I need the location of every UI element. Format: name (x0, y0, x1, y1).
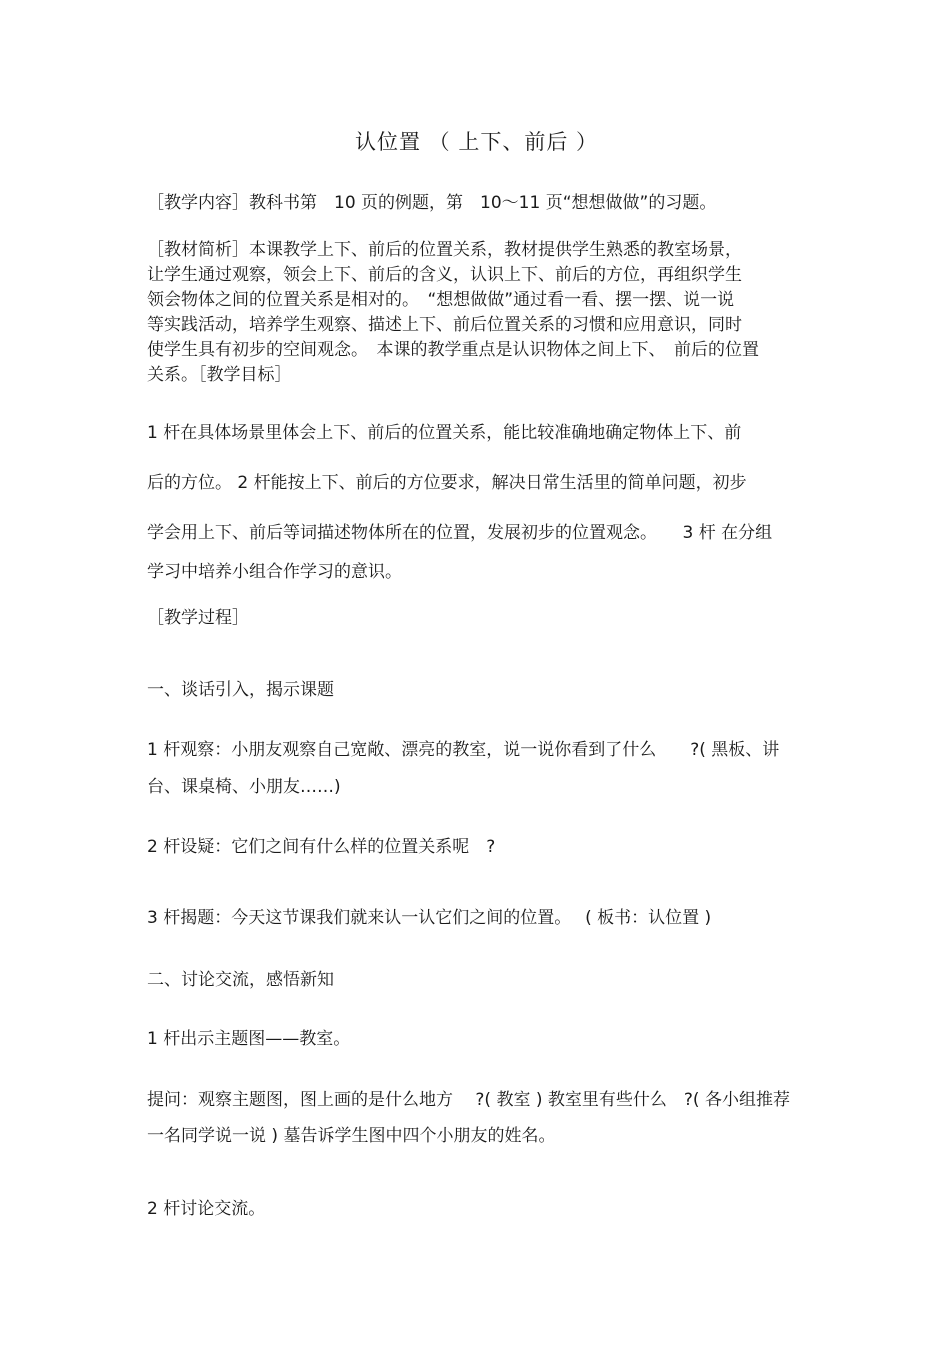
goal-line: 后的方位。 2 杆能按上下、前后的方位要求，解决日常生活里的简单问题，初步 (147, 473, 747, 493)
question-line: 一名同学说一说 ) 墓告诉学生图中四个小朋友的姓名。 (147, 1126, 556, 1146)
question-line: 提问：观察主题图，图上画的是什么地方 ?( 教室 ) 教室里有些什么 ?( 各小组推荐 (147, 1090, 790, 1110)
goal-line: 学习中培养小组合作学习的意识。 (147, 562, 402, 582)
teaching-content-line: ［教学内容］教科书第 10 页的例题，第 10～11 页“想想做做”的习题。 (147, 193, 717, 213)
goal-line: 学会用上下、前后等词描述物体所在的位置，发展初步的位置观念。 3 杆 在分组 (147, 523, 773, 543)
analysis-line: 使学生具有初步的空间观念。 本课的教学重点是认识物体之间上下、 前后的位置 (147, 340, 759, 360)
process-header: ［教学过程］ (147, 608, 249, 628)
goal-line: 1 杆在具体场景里体会上下、前后的位置关系，能比较准确地确定物体上下、前 (147, 423, 742, 443)
list-item: 2 杆讨论交流。 (147, 1199, 266, 1219)
list-item: 台、课桌椅、小朋友……) (147, 777, 341, 797)
list-item: 2 杆设疑：它们之间有什么样的位置关系呢 ? (147, 837, 496, 857)
analysis-line: 关系。［教学目标］ (147, 365, 292, 385)
page-title: 认位置 （ 上下、前后 ） (355, 130, 599, 154)
section-title: 一、谈话引入，揭示课题 (147, 680, 334, 700)
list-item: 3 杆揭题：今天这节课我们就来认一认它们之间的位置。 ( 板书：认位置 ) (147, 908, 712, 928)
list-item: 1 杆出示主题图——教室。 (147, 1029, 351, 1049)
analysis-line: 等实践活动，培养学生观察、描述上下、前后位置关系的习惯和应用意识，同时 (147, 315, 742, 335)
list-item: 1 杆观察：小朋友观察自己宽敞、漂亮的教室，说一说你看到了什么 ?( 黑板、讲 (147, 740, 780, 760)
analysis-line: ［教材简析］本课教学上下、前后的位置关系，教材提供学生熟悉的教室场景， (147, 240, 742, 260)
analysis-line: 让学生通过观察，领会上下、前后的含义，认识上下、前后的方位，再组织学生 (147, 265, 742, 285)
section-title: 二、讨论交流，感悟新知 (147, 970, 334, 990)
analysis-line: 领会物体之间的位置关系是相对的。 “想想做做”通过看一看、摆一摆、说一说 (147, 290, 735, 310)
